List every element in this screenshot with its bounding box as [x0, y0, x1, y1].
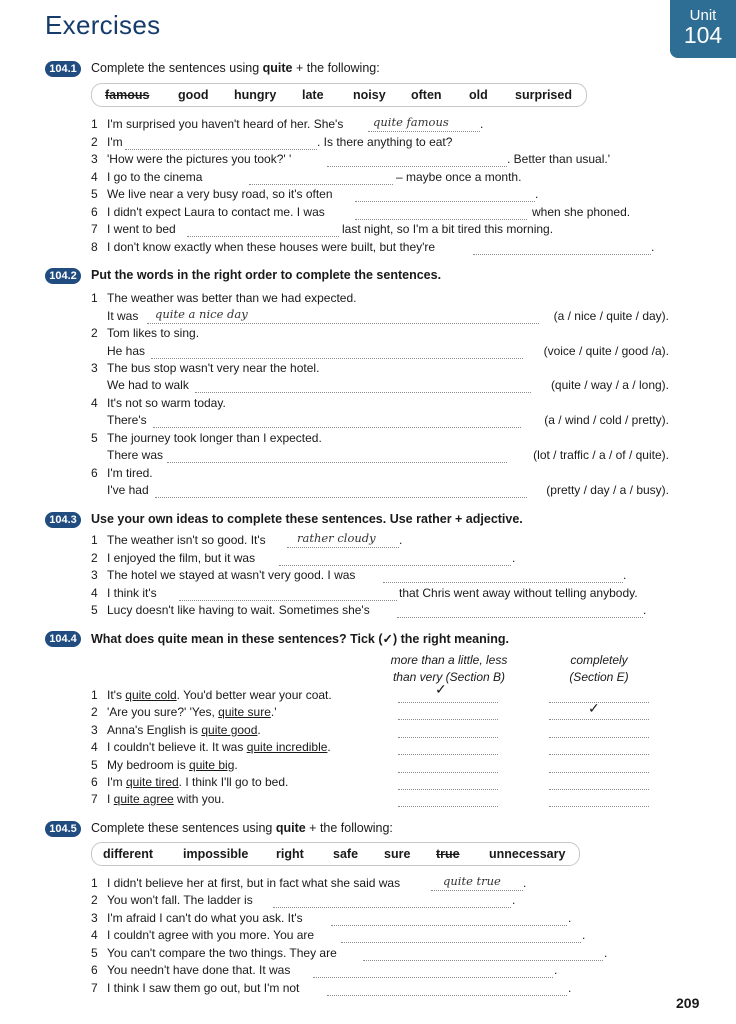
column-header-completely: completely (Section E)	[569, 653, 629, 684]
answer-blank[interactable]	[355, 219, 527, 220]
unit-tab	[670, 0, 736, 58]
word-box-item: safe	[333, 847, 359, 861]
word-box-item: true	[436, 847, 460, 861]
answer-blank[interactable]	[279, 565, 511, 566]
answer-blank[interactable]	[549, 754, 649, 755]
exercise-answer-line: It was quite a nice day (a / nice / quite / day).	[107, 307, 669, 323]
word-box-item: hungry	[234, 88, 277, 102]
word-box-item: famous	[105, 88, 150, 102]
word-box-item: sure	[384, 847, 411, 861]
answer-blank[interactable]	[549, 772, 649, 773]
exercise-instruction: What does quite mean in these sentences? Tick (✓) the right meaning.	[91, 632, 509, 646]
exercise-answer-line: We had to walk (quite / way / a / long).	[107, 378, 669, 392]
answer-blank[interactable]	[313, 977, 553, 978]
answer-blank[interactable]	[398, 737, 498, 738]
answer-blank[interactable]	[167, 462, 507, 463]
exercise-badge: 104.3	[45, 512, 81, 528]
check-mark-icon: ✓	[588, 700, 600, 716]
exercise-item: 1 It's quite cold. You'd better wear your coat. ✓	[91, 688, 651, 704]
answer-blank[interactable]	[195, 392, 531, 393]
handwritten-answer: quite famous	[373, 115, 449, 129]
exercise-badge: 104.2	[45, 268, 81, 284]
answer-blank[interactable]	[273, 907, 511, 908]
page-title: Exercises	[45, 10, 161, 40]
exercise-item: 2 'Are you sure?' 'Yes, quite sure.' ✓	[91, 705, 651, 721]
answer-blank[interactable]	[383, 582, 623, 583]
answer-blank[interactable]	[368, 131, 480, 132]
word-box-item: good	[178, 88, 209, 102]
handwritten-answer: quite a nice day	[155, 307, 248, 321]
answer-blank[interactable]	[327, 995, 567, 996]
word-box-item: often	[411, 88, 442, 102]
exercise-item: 3 Anna's English is quite good.	[91, 723, 651, 739]
column-header-more-than-a-little: more than a little, less than very (Section B)	[390, 653, 508, 684]
exercise-instruction: Use your own ideas to complete these sentences. Use rather + adjective.	[91, 512, 523, 526]
answer-blank[interactable]	[155, 497, 527, 498]
answer-blank[interactable]	[398, 789, 498, 790]
exercise-instruction: Put the words in the right order to complete the sentences.	[91, 268, 442, 282]
exercise-answer-line: He has (voice / quite / good /a).	[107, 344, 669, 358]
word-box	[91, 83, 587, 107]
answer-blank[interactable]	[398, 754, 498, 755]
answer-blank[interactable]	[473, 254, 651, 255]
exercise-answer-line: I've had (pretty / day / a / busy).	[107, 483, 669, 497]
answer-blank[interactable]	[398, 772, 498, 773]
exercise-instruction: Complete these sentences using quite + the following:	[91, 821, 393, 835]
answer-blank[interactable]	[549, 806, 649, 807]
answer-blank[interactable]	[287, 547, 399, 548]
answer-blank[interactable]	[249, 184, 393, 185]
exercise-item: 7 I quite agree with you.	[91, 792, 651, 808]
check-mark-icon: ✓	[435, 681, 447, 697]
answer-blank[interactable]	[549, 789, 649, 790]
answer-blank[interactable]	[398, 719, 498, 720]
answer-blank[interactable]	[187, 236, 339, 237]
exercise-badge: 104.4	[45, 631, 81, 647]
exercise-item: 5 My bedroom is quite big.	[91, 758, 651, 774]
answer-blank[interactable]	[549, 737, 649, 738]
answer-blank[interactable]	[355, 201, 535, 202]
page-number: 209	[676, 995, 700, 1011]
exercise-badge: 104.5	[45, 821, 81, 837]
answer-blank[interactable]	[327, 166, 507, 167]
word-box-item: old	[469, 88, 488, 102]
handwritten-answer: rather cloudy	[297, 531, 376, 545]
exercise-answer-line: There was (lot / traffic / a / of / quite).	[107, 448, 669, 462]
word-box	[91, 842, 580, 866]
answer-blank[interactable]	[147, 323, 539, 324]
word-box-item: surprised	[515, 88, 572, 102]
answer-blank[interactable]	[398, 702, 498, 703]
answer-blank[interactable]	[398, 806, 498, 807]
answer-blank[interactable]	[125, 149, 317, 150]
answer-blank[interactable]	[363, 960, 603, 961]
unit-number: 104	[683, 22, 723, 48]
answer-blank[interactable]	[341, 942, 581, 943]
handwritten-answer: quite true	[443, 874, 501, 888]
exercise-answer-line: There's (a / wind / cold / pretty).	[107, 413, 669, 427]
answer-blank[interactable]	[331, 925, 567, 926]
exercise-item: 4 I couldn't believe it. It was quite incredible.	[91, 740, 651, 756]
word-box-item: noisy	[353, 88, 386, 102]
answer-blank[interactable]	[153, 427, 521, 428]
exercise-instruction: Complete the sentences using quite + the following:	[91, 61, 380, 75]
word-box-item: late	[302, 88, 324, 102]
unit-label: Unit	[689, 7, 717, 24]
word-box-item: impossible	[183, 847, 249, 861]
exercise-badge: 104.1	[45, 61, 81, 77]
word-box-item: unnecessary	[489, 847, 566, 861]
exercise-item: 6 I'm quite tired. I think I'll go to bed.	[91, 775, 651, 791]
answer-blank[interactable]	[431, 890, 523, 891]
word-box-item: different	[103, 847, 153, 861]
word-box-item: right	[276, 847, 304, 861]
answer-blank[interactable]	[179, 600, 397, 601]
answer-blank[interactable]	[549, 719, 649, 720]
answer-blank[interactable]	[151, 358, 523, 359]
answer-blank[interactable]	[397, 617, 643, 618]
